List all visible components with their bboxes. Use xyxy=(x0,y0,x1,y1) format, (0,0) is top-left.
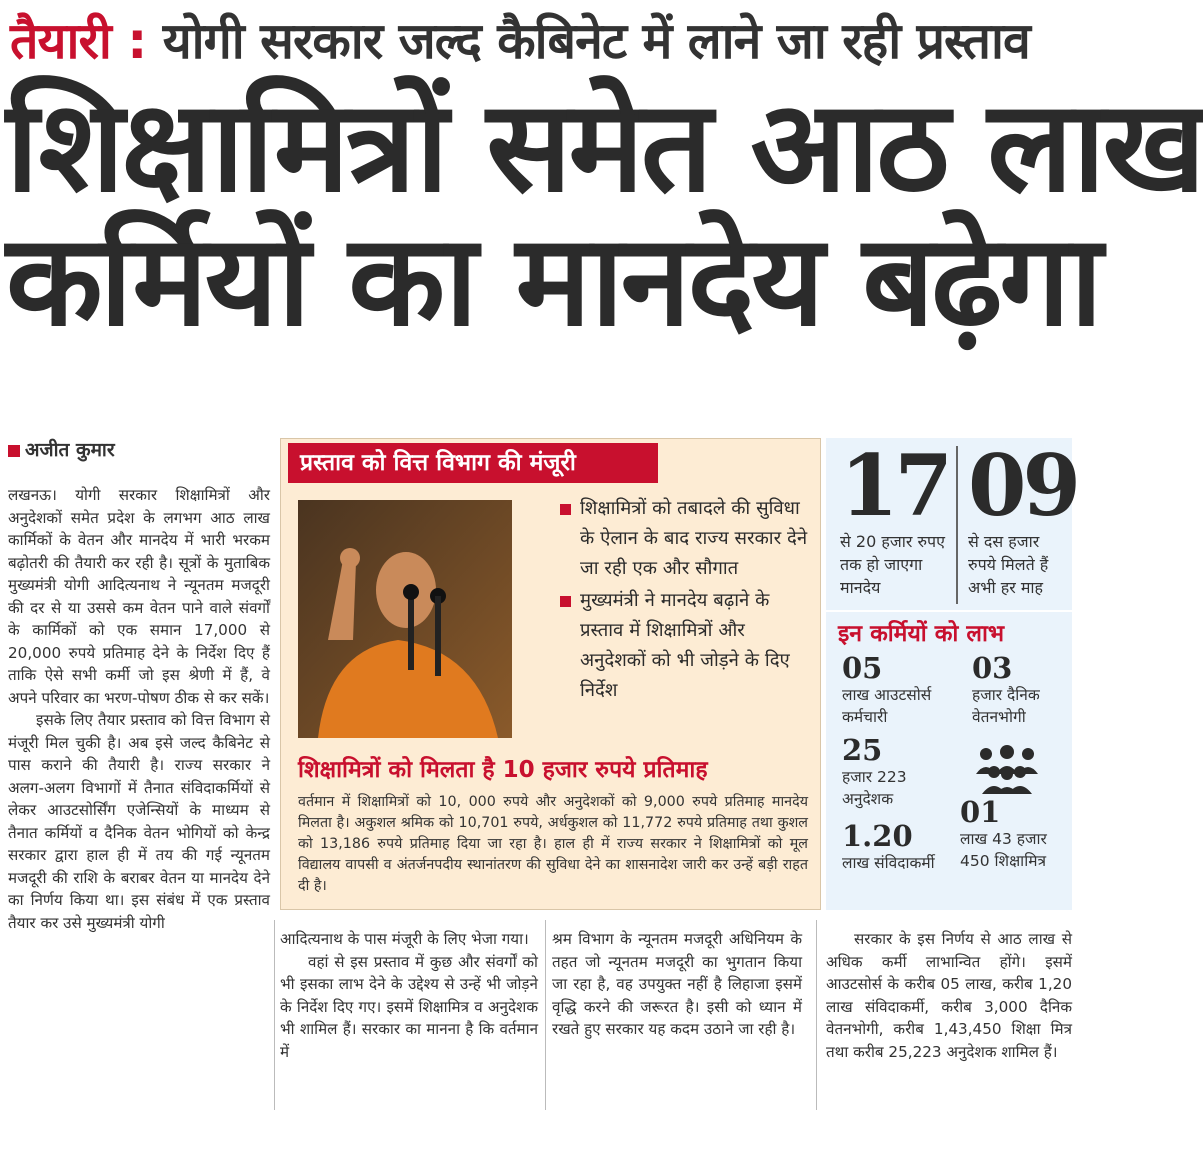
kicker-label: तैयारी : xyxy=(10,12,147,70)
benefits-title: इन कर्मियों को लाभ xyxy=(838,621,1005,647)
benefit-number: 05 xyxy=(842,651,883,685)
bullet-square-icon xyxy=(560,596,571,607)
highlight-bullet xyxy=(560,494,810,584)
stats-divider xyxy=(956,446,958,604)
stat-number: 17 xyxy=(840,436,949,535)
column-3-paragraph-1: श्रम विभाग के न्यूनतम मजदूरी अधिनियम के तहत जो न्यूनतम मजदूरी का भुगतान किया जा रहा है, वह उपयुक्त नहीं है लिहाजा इसमें वृद्धि करने की जरूरत है। इसी को ध्यान में रखते हुए सरकार यह कदम उठाने जा रही है। xyxy=(552,930,802,1038)
stat-current-pay xyxy=(968,436,1077,599)
stat-label: से 20 हजार रुपए तक हो जाएगा मानदेय xyxy=(840,532,945,597)
highlight-bullet xyxy=(560,586,810,706)
byline xyxy=(8,436,115,462)
speaker-photo xyxy=(298,500,512,738)
headline-line-2: कर्मियों का मानदेय बढ़ेगा xyxy=(6,207,1100,354)
benefit-number: 03 xyxy=(972,651,1013,685)
column-2-paragraph-1: आदित्यनाथ के पास मंजूरी के लिए भेजा गया। xyxy=(280,930,529,948)
article-column-2 xyxy=(280,928,538,1063)
benefit-label: लाख आउटसोर्स कर्मचारी xyxy=(842,686,932,726)
benefit-item-instructors xyxy=(842,734,952,810)
headline xyxy=(6,73,1203,354)
column-divider xyxy=(545,920,546,1110)
benefit-item-shikshamitra xyxy=(960,796,1066,872)
bullet-square-icon xyxy=(560,504,571,515)
stat-number: 09 xyxy=(968,436,1077,535)
article-column-3 xyxy=(552,928,802,1041)
column-4-paragraph-1: सरकार के इस निर्णय से आठ लाख से अधिक कर्मी लाभान्वित होंगे। इसमें आउटसोर्स के करीब 05 लाख, करीब 1,20 लाख संविदाकर्मी, करीब 3,000 दैनिक वेतनभोगी, करीब 1,43,450 शिक्षा मित्र तथा करीब 25,223 अनुदेशक शामिल हैं। xyxy=(826,930,1072,1061)
article-column-1 xyxy=(8,484,270,934)
benefit-label: हजार 223 अनुदेशक xyxy=(842,768,907,808)
stat-current-range xyxy=(840,436,950,599)
people-group-icon xyxy=(972,744,1042,794)
benefit-label: लाख 43 हजार 450 शिक्षामित्र xyxy=(960,830,1047,870)
kicker-text: योगी सरकार जल्द कैबिनेट में लाने जा रही प्रस्ताव xyxy=(162,12,1030,70)
benefit-item-daily-wage xyxy=(972,652,1068,728)
benefit-item-outsource xyxy=(842,652,962,728)
benefit-label: हजार दैनिक वेतनभोगी xyxy=(972,686,1040,726)
column-divider xyxy=(816,920,817,1110)
column-1-paragraph-2: इसके लिए तैयार प्रस्ताव को वित्त विभाग से मंजूरी मिल चुकी है। अब इसे जल्द कैबिनेट से पास कराने की तैयारी है। राज्य सरकार ने अलग-अलग विभागों में तैनात संविदाकर्मियों से लेकर आउटसोर्सिंग एजेन्सियों के माध्यम से तैनात कर्मियों व दैनिक वेतन भोगियों को केन्द्र सरकार द्वारा हाल ही में तय की गई न्यूनतम मजदूरी की राशि के बराबर वेतन या मानदेय देने का निर्णय किया था। इस संबंध में एक प्रस्ताव तैयार कर उसे मुख्यमंत्री योगी xyxy=(8,711,270,932)
benefit-label: लाख संविदाकर्मी xyxy=(842,854,935,872)
highlight-box-heading: प्रस्ताव को वित्त विभाग की मंजूरी xyxy=(288,443,658,483)
bullet-text: मुख्यमंत्री ने मानदेय बढ़ाने के प्रस्ताव में शिक्षामित्रों और अनुदेशकों को भी जोड़ने के दिए निर्देश xyxy=(580,590,790,701)
benefit-number: 1.20 xyxy=(842,819,913,853)
stat-label: से दस हजार रुपये मिलते हैं अभी हर माह xyxy=(968,532,1049,597)
byline-square-icon xyxy=(8,445,20,457)
column-1-paragraph-1: लखनऊ। योगी सरकार शिक्षामित्रों और अनुदेशकों समेत प्रदेश के लगभग आठ लाख कार्मिकों के वेतन और मानदेय में भारी भरकम बढ़ोतरी की तैयारी कर रही है। सूत्रों के मुताबिक मुख्यमंत्री योगी आदित्यनाथ ने न्यूनतम मजदूरी की दर से या उससे कम वेतन पाने वाले संवर्गों के कार्मिकों को एक समान 17,000 से 20,000 रुपये प्रतिमाह देने के निर्देश दिए हैं ताकि ऐसे सभी कर्मी जो इस श्रेणी में हैं, वे अपने परिवार का भरण-पोषण ठीक से कर सकें। xyxy=(8,486,270,707)
kicker-line xyxy=(10,6,1070,76)
speaker-photo-illustration xyxy=(298,500,512,738)
benefit-number: 25 xyxy=(842,733,883,767)
benefit-item-contract xyxy=(842,820,952,874)
column-divider xyxy=(274,920,275,1110)
headline-line-1: शिक्षामित्रों समेत आठ लाख xyxy=(6,73,1203,220)
highlight-bullets xyxy=(560,494,810,708)
highlight-box-subheading: शिक्षामित्रों को मिलता है 10 हजार रुपये प्रतिमाह xyxy=(298,757,708,783)
column-2-paragraph-2: वहां से इस प्रस्ताव में कुछ और संवर्गों को भी इसका लाभ देने के उद्देश्य से उन्हें भी जोड़ने के निर्देश दिए गए। इसमें शिक्षामित्र व अनुदेशक भी शामिल हैं। सरकार का मानना है कि वर्तमान में xyxy=(280,952,538,1061)
bullet-text: शिक्षामित्रों को तबादले की सुविधा के ऐलान के बाद राज्य सरकार देने जा रही एक और सौगात xyxy=(580,498,808,579)
benefit-number: 01 xyxy=(960,795,1001,829)
highlight-box-paragraph: वर्तमान में शिक्षामित्रों को 10, 000 रुपये और अनुदेशकों को 9,000 रुपये प्रतिमाह मानदेय मिलता है। अकुशल श्रमिक को 10,701 रुपये, अर्धकुशल को 11,772 रुपये प्रतिमाह तथा कुशल को 13,186 रुपये प्रतिमाह दिया जा रहा है। हाल ही में राज्य सरकार ने शिक्षामित्रों को मूल विद्यालय वापसी व अंतर्जनपदीय स्थानांतरण की सुविधा देने का शासनादेश जारी कर उन्हें बड़ी राहत दी है। xyxy=(298,794,808,894)
article-column-4 xyxy=(826,928,1072,1063)
byline-author: अजीत कुमार xyxy=(25,439,115,461)
